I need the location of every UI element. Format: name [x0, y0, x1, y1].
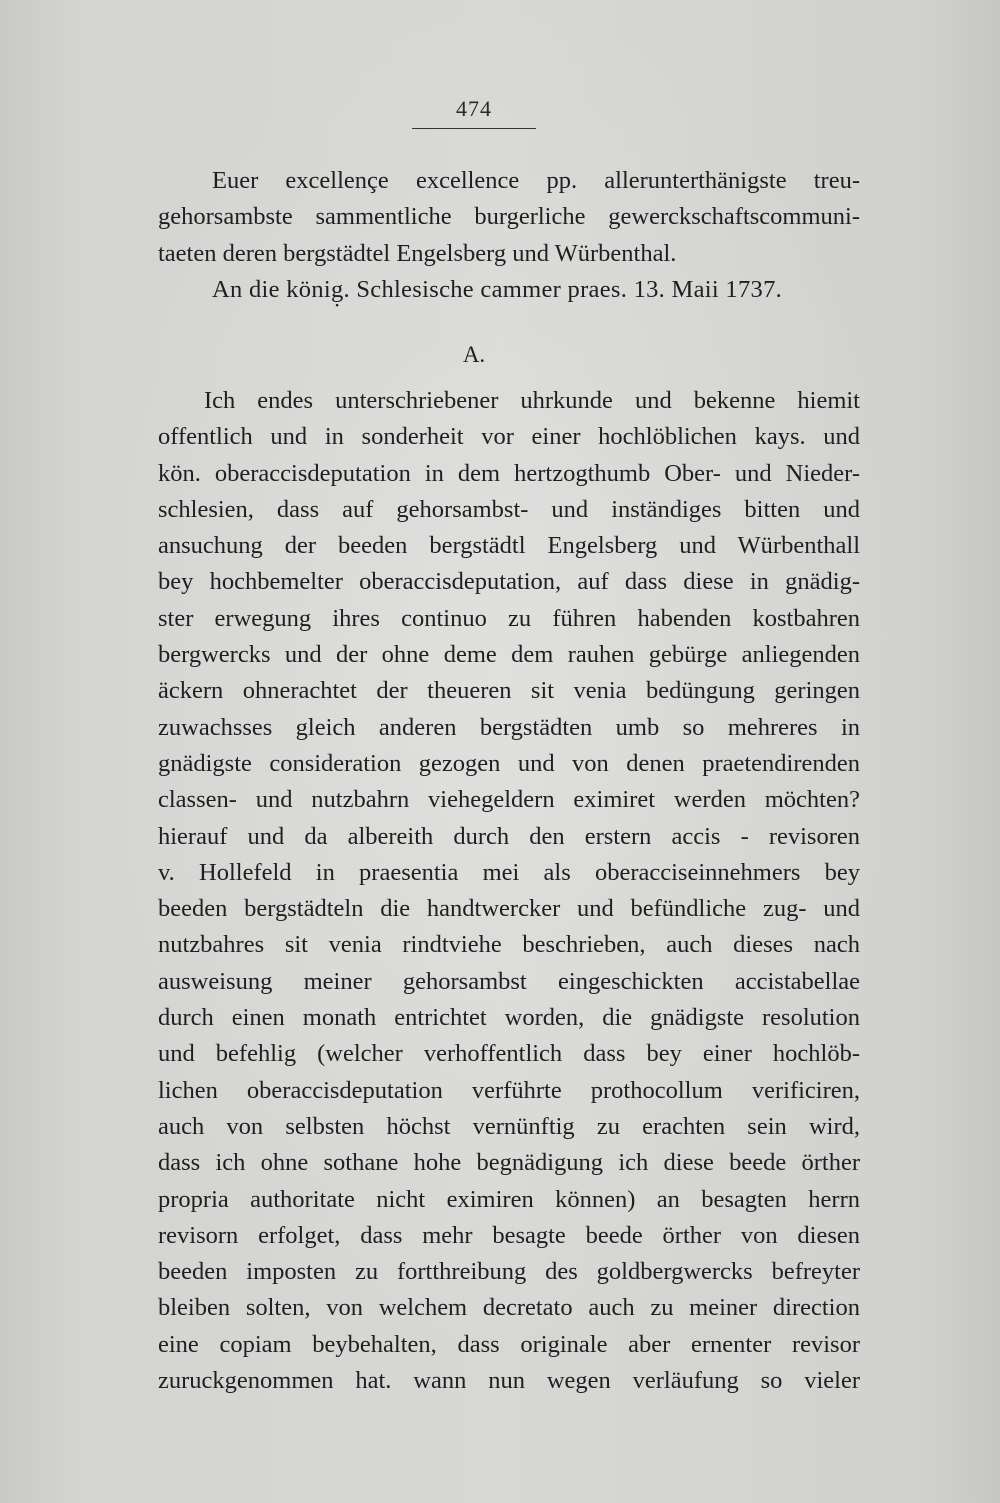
section-heading: A. — [462, 342, 486, 367]
text-line: hierauf und da albereith durch den erstern accis - revisoren — [158, 822, 860, 850]
text-line: zuwachsses gleich anderen bergstädten umb so mehreres in — [158, 713, 860, 741]
text-line: ansuchung der beeden bergstädtl Engelsberg und Würbenthall — [158, 532, 860, 560]
text-line: beeden bergstädteln die handtwercker und befündliche zug- und — [158, 895, 860, 923]
page-number: 474 — [456, 96, 492, 121]
text-line: bey hochbemelter oberaccisdeputation, auf dass diese in gnädig- — [158, 568, 860, 596]
text-line: beeden imposten zu fortthreibung des goldbergwercks befreyter — [158, 1258, 860, 1286]
text-line: schlesien, dass auf gehorsambst- und inständiges bitten und — [158, 495, 860, 523]
text-line: eine copiam beybehalten, dass originale aber ernenter revisor — [158, 1330, 860, 1358]
text-line: gehorsambste sammentliche burgerliche gewerckschaftscommuni- — [158, 203, 860, 231]
text-line: gnädigste consideration gezogen und von denen praetendirenden — [158, 749, 860, 777]
text-line: dass ich ohne sothane hohe begnädigung ich diese beede örther — [158, 1149, 860, 1177]
text-line: bleiben solten, von welchem decretato auch zu meiner direction — [158, 1294, 860, 1322]
text-line: lichen oberaccisdeputation verführte prothocollum verificiren, — [158, 1076, 860, 1104]
text-line: kön. oberaccisdeputation in dem hertzogthumb Ober- und Nieder- — [158, 459, 860, 487]
text-line: v. Hollefeld in praesentia mei als oberacciseinnehmers bey — [158, 858, 860, 886]
text-line: und befehlig (welcher verhoffentlich dass bey einer hochlöb- — [158, 1040, 860, 1068]
intro-paragraph — [158, 163, 860, 272]
text-line: taeten deren bergstädtel Engelsberg und Würbenthal. — [158, 239, 677, 267]
header-rule — [412, 128, 536, 129]
text-line: zuruckgenommen hat. wann nun wegen verläufung so vieler — [158, 1367, 860, 1395]
text-line: ster erwegung ihres continuo zu führen habenden kostbahren — [158, 604, 860, 632]
text-line: ausweisung meiner gehorsambst eingeschickten accistabellae — [158, 967, 860, 995]
body-paragraph — [158, 383, 860, 1399]
text-line: classen- und nutzbahrn viehegeldern eximiret werden möchten? — [158, 786, 860, 814]
text-line: revisorn erfolget, dass mehr besagte beede örther von diesen — [158, 1221, 860, 1249]
text-line: durch einen monath entrichtet worden, die gnädigste resolution — [158, 1004, 860, 1032]
text-line: äckern ohnerachtet der theueren sit venia bedüngung geringen — [158, 677, 860, 705]
text-line: nutzbahres sit venia rindtviehe beschrieben, auch dieses nach — [158, 931, 860, 959]
text-line: offentlich und in sonderheit vor einer hochlöblichen kays. und — [158, 423, 860, 451]
addressee-note: An die könig̣. Schlesische cammer praes. 13. Maii 1737. — [212, 276, 783, 303]
text-line: propria authoritate nicht eximiren können) an besagten herrn — [158, 1185, 860, 1213]
text-line: Euer excellençe excellence pp. allerunterthänigste treu- — [212, 167, 860, 194]
text-line: bergwercks und der ohne deme dem rauhen gebürge anliegenden — [158, 641, 860, 669]
text-line: Ich endes unterschriebener uhrkunde und bekenne hiemit — [204, 387, 860, 414]
text-line: auch von selbsten höchst vernünftig zu erachten sein wird, — [158, 1112, 860, 1140]
